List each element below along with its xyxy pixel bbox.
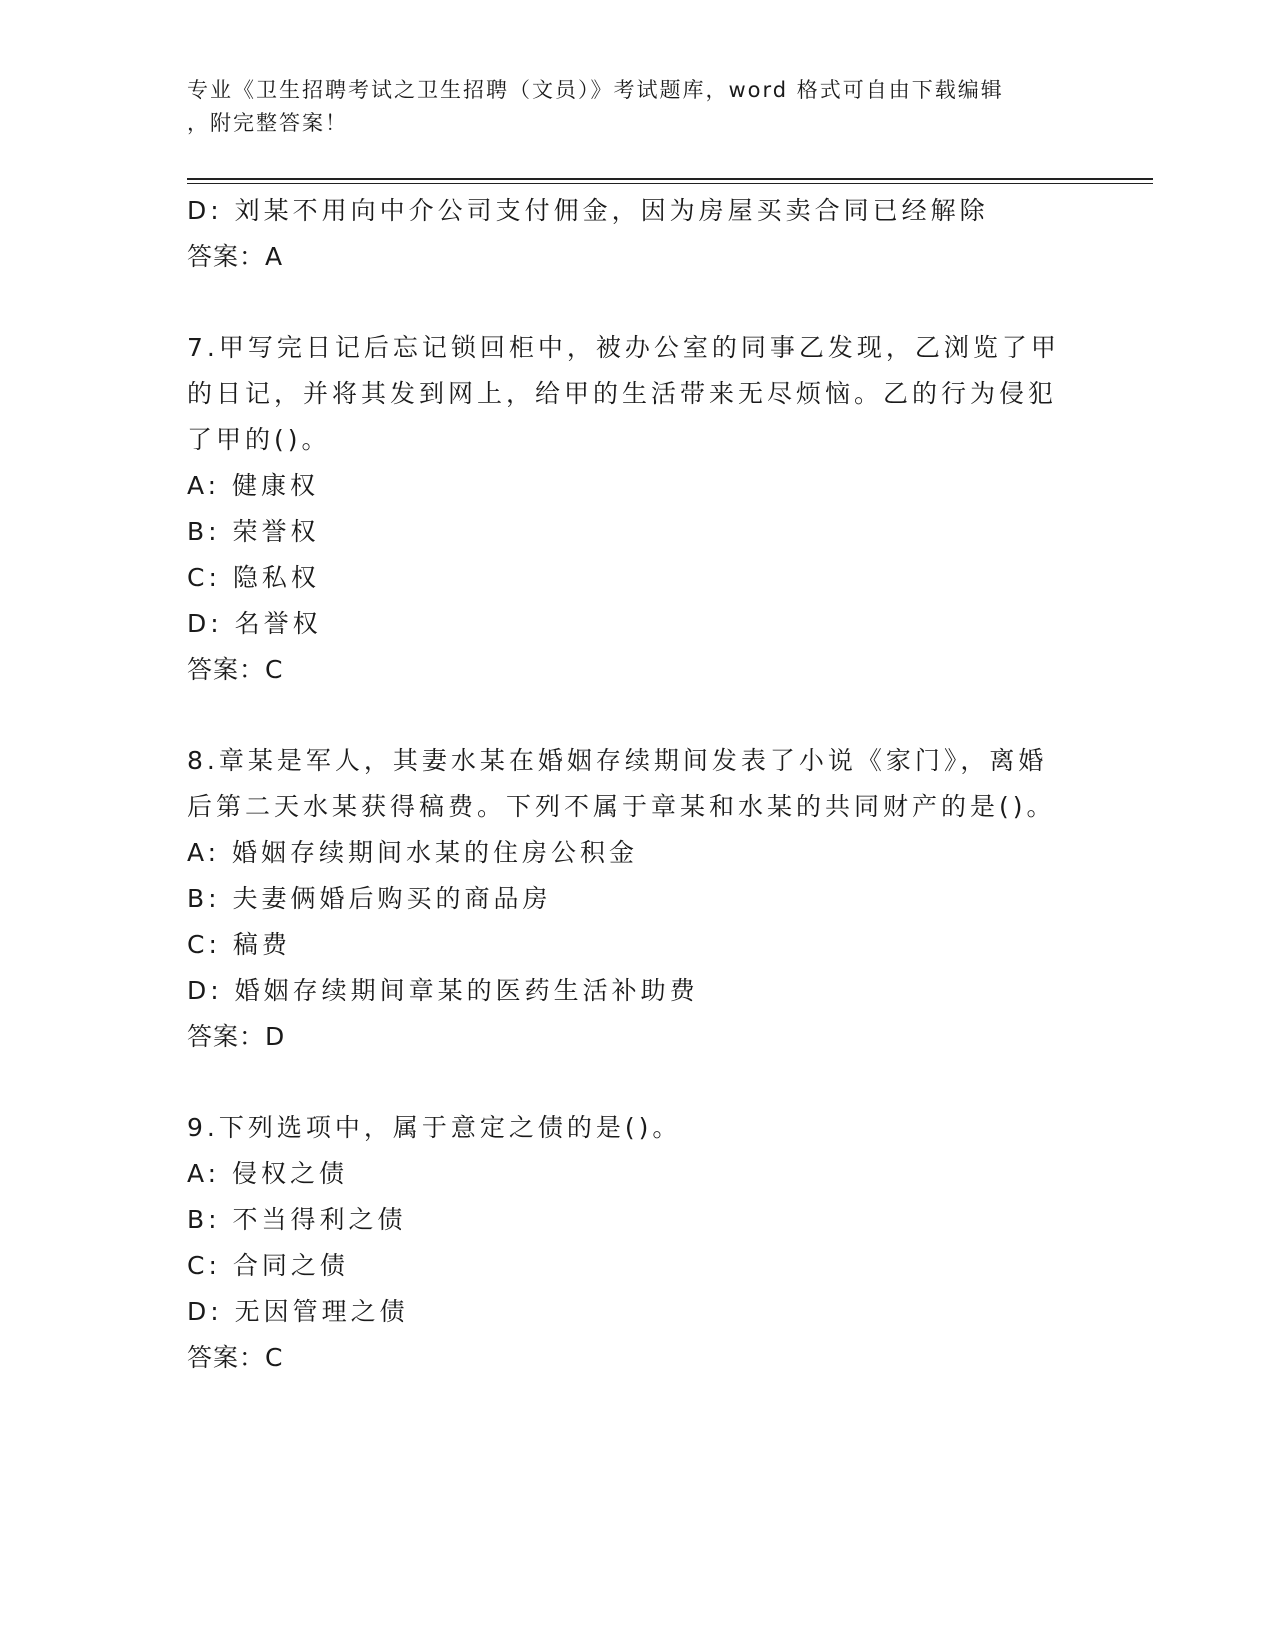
answer: 答案：C bbox=[187, 655, 284, 684]
answer: 答案：D bbox=[187, 1022, 286, 1051]
answer: 答案：A bbox=[187, 242, 284, 271]
option-b: B: 夫妻俩婚后购买的商品房 bbox=[187, 884, 552, 913]
question-7 bbox=[187, 325, 1087, 693]
option-d: D: 名誉权 bbox=[187, 609, 322, 638]
header-divider-thick bbox=[187, 178, 1153, 180]
document-header bbox=[187, 74, 1067, 140]
answer: 答案：C bbox=[187, 1343, 284, 1372]
question-text-line: 后第二天水某获得稿费。下列不属于章某和水某的共同财产的是()。 bbox=[187, 792, 1056, 821]
option-d: D: 刘某不用向中介公司支付佣金，因为房屋买卖合同已经解除 bbox=[187, 196, 989, 225]
previous-question-tail bbox=[187, 188, 1087, 280]
option-c: C: 隐私权 bbox=[187, 563, 320, 592]
question-text-line: 了甲的()。 bbox=[187, 425, 331, 454]
option-a: A: 婚姻存续期间水某的住房公积金 bbox=[187, 838, 639, 867]
question-text-line: 的日记，并将其发到网上，给甲的生活带来无尽烦恼。乙的行为侵犯 bbox=[187, 379, 1058, 408]
option-c: C: 合同之债 bbox=[187, 1251, 349, 1280]
option-d: D: 无因管理之债 bbox=[187, 1297, 409, 1326]
option-c: C: 稿费 bbox=[187, 930, 291, 959]
option-b: B: 荣誉权 bbox=[187, 517, 320, 546]
spacer bbox=[187, 693, 1087, 738]
option-d: D: 婚姻存续期间章某的医药生活补助费 bbox=[187, 976, 699, 1005]
question-9 bbox=[187, 1105, 1087, 1381]
header-line-2: ，附完整答案！ bbox=[187, 111, 348, 135]
option-a: A: 侵权之债 bbox=[187, 1159, 349, 1188]
spacer bbox=[187, 1060, 1087, 1105]
question-8 bbox=[187, 738, 1087, 1060]
question-text-line: 8.章某是军人，其妻水某在婚姻存续期间发表了小说《家门》，离婚 bbox=[187, 746, 1048, 775]
header-line-1: 专业《卫生招聘考试之卫生招聘（文员）》考试题库，word 格式可自由下载编辑 bbox=[187, 78, 1004, 102]
question-text-line: 9.下列选项中，属于意定之债的是()。 bbox=[187, 1113, 682, 1142]
option-a: A: 健康权 bbox=[187, 471, 320, 500]
option-b: B: 不当得利之债 bbox=[187, 1205, 407, 1234]
header-divider-thin bbox=[187, 183, 1153, 184]
question-text-line: 7.甲写完日记后忘记锁回柜中，被办公室的同事乙发现，乙浏览了甲 bbox=[187, 333, 1060, 362]
spacer bbox=[187, 280, 1087, 325]
question-list bbox=[187, 188, 1087, 1381]
